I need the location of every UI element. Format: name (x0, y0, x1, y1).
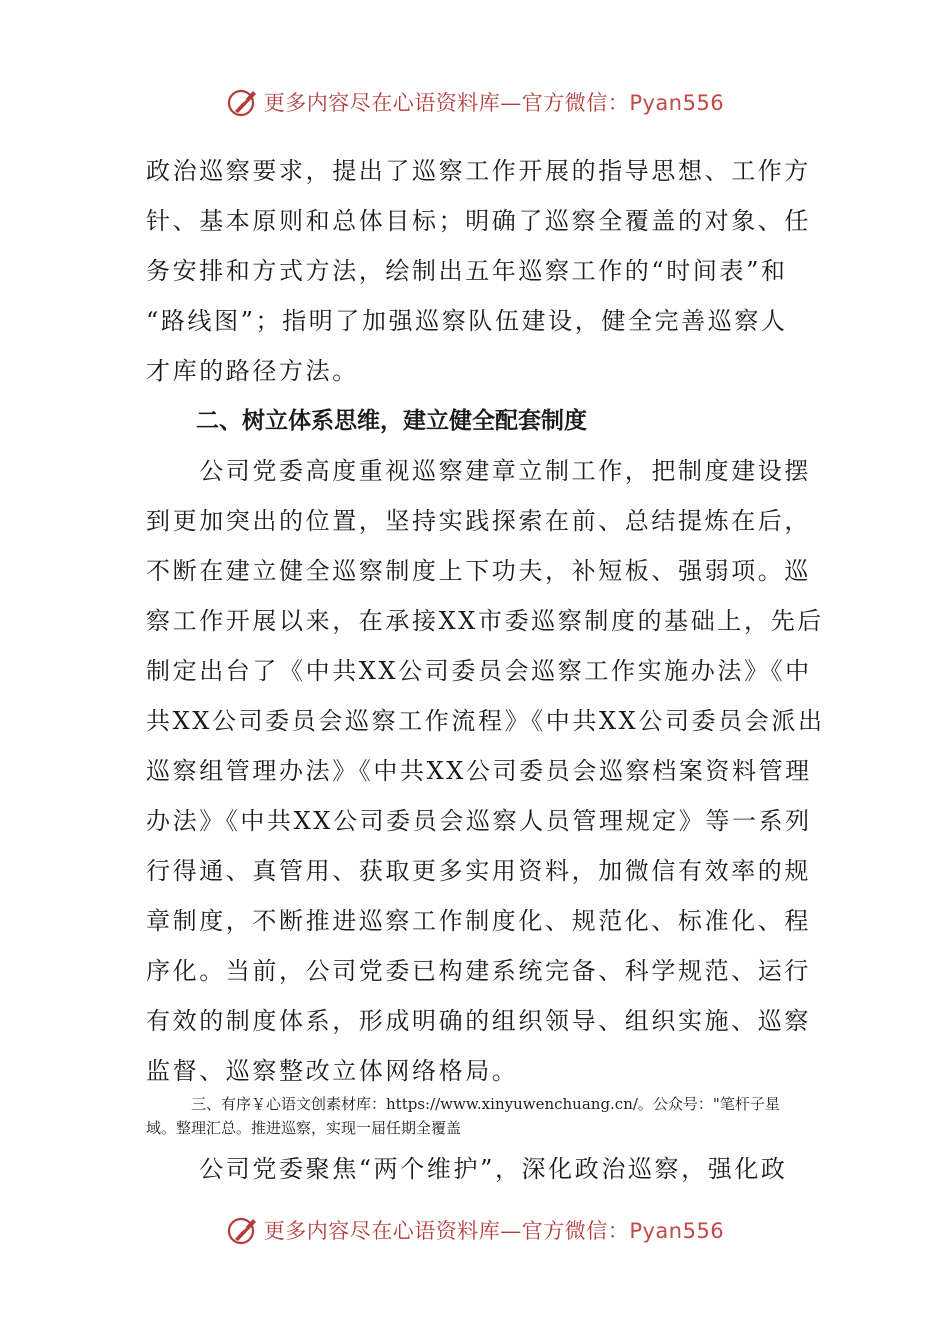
paragraph-line: 公司党委聚焦“两个维护”，深化政治巡察，强化政 (146, 1155, 788, 1183)
banner-label: 更多内容尽在心语资料库—官方微信： (263, 1219, 630, 1243)
paragraph-3 (146, 1144, 806, 1194)
section-heading: 二、树立体系思维，建立健全配套制度 (196, 408, 587, 434)
paragraph-line: 共XX公司委员会巡察工作流程》《中共XX公司委员会派出 (146, 707, 825, 735)
quill-logo-icon (226, 85, 260, 119)
quill-logo-icon (226, 1213, 260, 1247)
note-line: 三、有序￥心语文创素材库：https://www.xinyuwenchuang.cn/。公众号："笔杆子星 (146, 1095, 780, 1113)
paragraph-line: 务安排和方式方法，绘制出五年巡察工作的“时间表”和 (146, 257, 788, 285)
paragraph-line: 制定出台了《中共XX公司委员会巡察工作实施办法》《中 (146, 657, 812, 685)
paragraph-line: 监督、巡察整改立体网络格局。 (146, 1057, 519, 1085)
paragraph-line: 巡察组管理办法》《中共XX公司委员会巡察档案资料管理 (146, 757, 812, 785)
paragraph-line: 行得通、真管用、获取更多实用资料，加微信有效率的规 (146, 857, 811, 885)
banner-text (264, 87, 724, 117)
header-watermark-banner (0, 82, 950, 122)
note-line: 域。整理汇总。推进巡察，实现一届任期全覆盖 (146, 1119, 462, 1137)
paragraph-line: 办法》《中共XX公司委员会巡察人员管理规定》等一系列 (146, 807, 812, 835)
paragraph-line: 不断在建立健全巡察制度上下功夫，补短板、强弱项。巡 (146, 557, 811, 585)
banner-text (264, 1215, 724, 1245)
banner-label: 更多内容尽在心语资料库—官方微信： (263, 91, 630, 115)
inserted-source-note (146, 1092, 808, 1140)
paragraph-line: 察工作开展以来，在承接XX市委巡察制度的基础上，先后 (146, 607, 824, 635)
footer-watermark-banner (0, 1210, 950, 1250)
paragraph-line: 公司党委高度重视巡察建章立制工作，把制度建设摆 (146, 457, 811, 485)
paragraph-line: 才库的路径方法。 (146, 357, 359, 385)
paragraph-line: 针、基本原则和总体目标；明确了巡察全覆盖的对象、任 (146, 207, 811, 235)
paragraph-line: “路线图”；指明了加强巡察队伍建设，健全完善巡察人 (146, 307, 788, 335)
paragraph-1 (146, 146, 811, 396)
paragraph-line: 序化。当前，公司党委已构建系统完备、科学规范、运行 (146, 957, 811, 985)
paragraph-2 (146, 446, 825, 1096)
wechat-handle: Pyan556 (629, 1219, 725, 1243)
paragraph-line: 有效的制度体系，形成明确的组织领导、组织实施、巡察 (146, 1007, 811, 1035)
paragraph-line: 到更加突出的位置，坚持实践探索在前、总结提炼在后， (146, 507, 811, 535)
wechat-handle: Pyan556 (629, 91, 725, 115)
paragraph-line: 政治巡察要求，提出了巡察工作开展的指导思想、工作方 (146, 157, 811, 185)
paragraph-line: 章制度，不断推进巡察工作制度化、规范化、标准化、程 (146, 907, 811, 935)
